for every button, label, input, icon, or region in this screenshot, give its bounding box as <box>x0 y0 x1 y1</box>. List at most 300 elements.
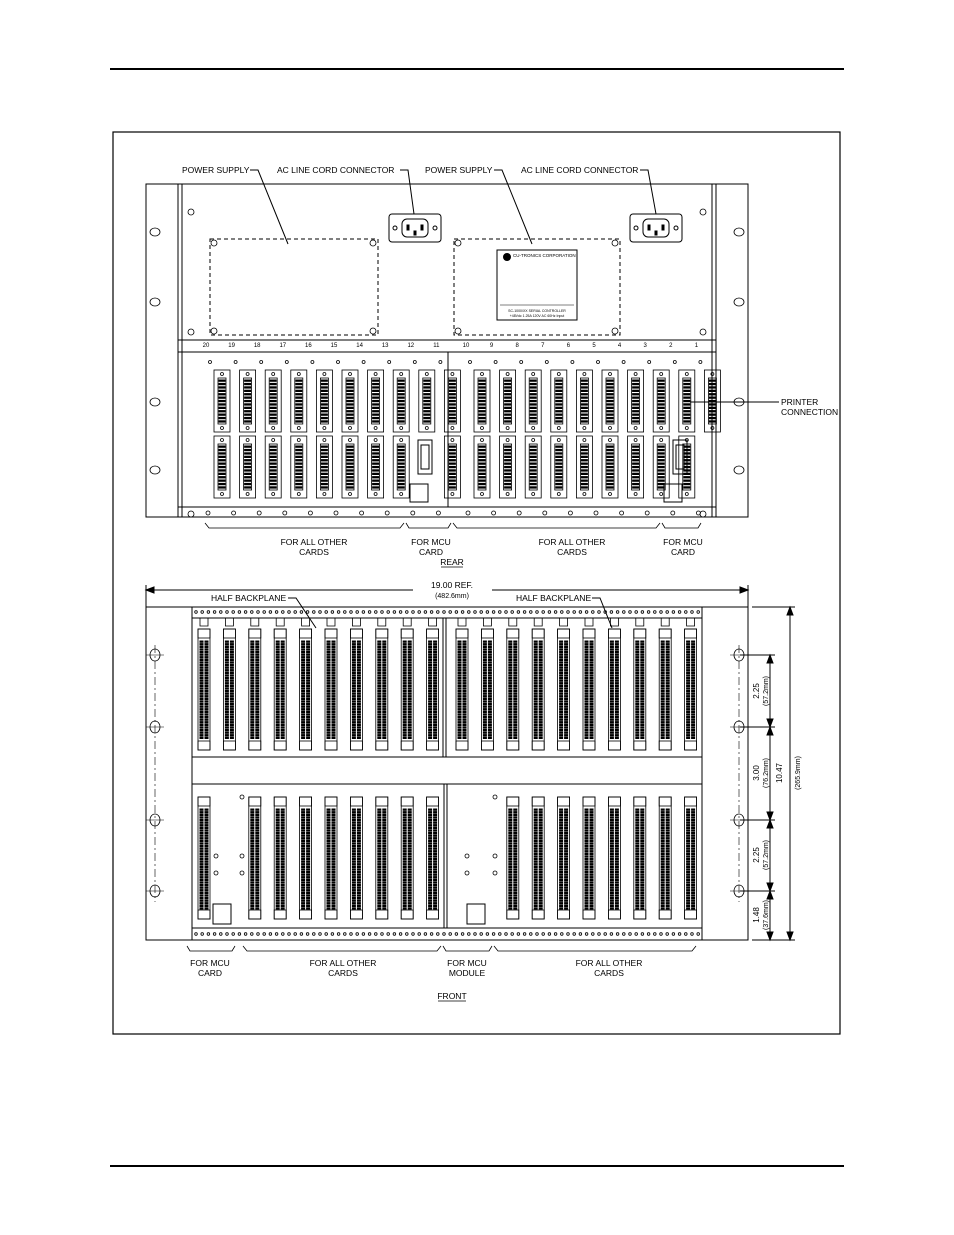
rail-dot <box>226 933 229 936</box>
db25-connector <box>444 436 460 498</box>
rail-dot <box>319 611 322 614</box>
screw-icon <box>337 361 340 364</box>
rail-dot <box>269 933 272 936</box>
rail-dot <box>623 933 626 936</box>
dim-2-value: 3.00 <box>752 765 761 781</box>
slot-number: 9 <box>489 343 494 349</box>
rail-dot <box>263 611 266 614</box>
nameplate-company: CU-TRONICS CORPORATION <box>513 253 576 258</box>
card-edge-connector <box>427 629 439 750</box>
rail-dot <box>263 933 266 936</box>
mounting-hole <box>150 398 160 406</box>
rail-dot <box>647 933 650 936</box>
rail-dot <box>685 611 688 614</box>
front-label-4b: CARDS <box>594 968 624 978</box>
db25-connector <box>419 370 435 432</box>
rail-dot <box>244 933 247 936</box>
screw-icon <box>520 361 523 364</box>
slot-number: 14 <box>356 343 363 349</box>
card-guide <box>378 618 386 626</box>
slot-number: 2 <box>669 343 673 349</box>
screw-icon <box>700 511 706 517</box>
screw-icon <box>700 329 706 335</box>
slot-number: 6 <box>566 343 571 349</box>
rail-dot <box>660 611 663 614</box>
rail-dot <box>554 933 557 936</box>
rail-dot <box>300 933 303 936</box>
rail-dot <box>505 933 508 936</box>
card-edge-connector <box>223 629 235 750</box>
rail-dot <box>468 933 471 936</box>
mcu-port-left <box>410 440 432 502</box>
rail-dot <box>368 611 371 614</box>
screw-icon <box>568 511 572 515</box>
rail-dot <box>604 933 607 936</box>
db25-connector <box>393 370 409 432</box>
card-edge-connector <box>274 797 286 919</box>
card-edge-connector <box>350 629 362 750</box>
rail-dot <box>678 611 681 614</box>
db25-connector <box>291 436 307 498</box>
rail-dot <box>697 933 700 936</box>
rail-dot <box>350 933 353 936</box>
rail-dot <box>554 611 557 614</box>
rail-dot <box>635 611 638 614</box>
rail-dot <box>505 611 508 614</box>
screw-icon <box>413 361 416 364</box>
db25-connector <box>602 436 618 498</box>
rear-view <box>146 170 779 517</box>
mcu-jack-left <box>213 904 231 924</box>
card-edge-connector <box>300 629 312 750</box>
mounting-hole <box>734 298 744 306</box>
rail-dot <box>579 611 582 614</box>
screw-icon <box>469 361 472 364</box>
db25-connector <box>474 436 490 498</box>
rail-dot <box>437 611 440 614</box>
width-dim-metric: (482.6mm) <box>435 593 469 600</box>
screw-icon <box>388 361 391 364</box>
spare-hole <box>240 854 244 858</box>
rail-dot <box>616 933 619 936</box>
db25-connector <box>240 370 256 432</box>
rail-dot <box>486 933 489 936</box>
rail-dot <box>406 933 409 936</box>
db25-connector <box>500 436 516 498</box>
rail-dot <box>238 933 241 936</box>
screw-icon <box>370 328 376 334</box>
dim-4-value: 1.48 <box>752 907 761 923</box>
callout-half-backplane-right: HALF BACKPLANE <box>516 593 592 603</box>
spare-hole <box>214 854 218 858</box>
rear-label-3a: FOR ALL OTHER <box>538 537 606 547</box>
rail-dot <box>300 611 303 614</box>
screw-icon <box>232 511 236 515</box>
screw-icon <box>211 240 217 246</box>
card-guide <box>276 618 284 626</box>
screw-icon <box>645 511 649 515</box>
screw-icon <box>311 361 314 364</box>
rail-dot <box>567 611 570 614</box>
rail-dot <box>672 933 675 936</box>
rail-dot <box>542 611 545 614</box>
db25-connector <box>602 370 618 432</box>
db25-connector <box>393 436 409 498</box>
db25-connector <box>628 436 644 498</box>
screw-icon <box>439 361 442 364</box>
callout-ac-line-left: AC LINE CORD CONNECTOR <box>277 165 395 175</box>
rail-dot <box>480 933 483 936</box>
screw-icon <box>612 328 618 334</box>
card-edge-connector <box>481 629 493 750</box>
rail-dot <box>282 933 285 936</box>
rail-dot <box>356 611 359 614</box>
db25-connector <box>500 370 516 432</box>
rail-dot <box>585 933 588 936</box>
card-edge-connector <box>507 629 519 750</box>
db25-connector <box>653 436 669 498</box>
ac-connector-left <box>389 214 441 242</box>
rail-dot <box>244 611 247 614</box>
dim-4-metric: (37.6mm) <box>763 900 770 930</box>
rail-dot <box>362 611 365 614</box>
rail-dot <box>406 611 409 614</box>
card-edge-connector <box>325 797 337 919</box>
screw-icon <box>211 328 217 334</box>
rail-dot <box>368 933 371 936</box>
rear-label-3b: CARDS <box>557 547 587 557</box>
db25-connector <box>342 370 358 432</box>
rear-label-2a: FOR MCU <box>411 537 451 547</box>
rail-dot <box>331 611 334 614</box>
slot-number: 11 <box>433 343 440 349</box>
rail-dot <box>548 933 551 936</box>
db25-connector <box>214 436 230 498</box>
rail-dot <box>387 611 390 614</box>
callout-ac-line-right: AC LINE CORD CONNECTOR <box>521 165 639 175</box>
rail-dot <box>567 933 570 936</box>
width-dim-value: 19.00 REF. <box>430 580 474 590</box>
spare-hole <box>240 871 244 875</box>
screw-icon <box>700 209 706 215</box>
mcu-jack-right <box>467 904 485 924</box>
spare-hole <box>465 854 469 858</box>
rail-dot <box>641 933 644 936</box>
db25-connector <box>474 370 490 432</box>
rear-label-1b: CARDS <box>299 547 329 557</box>
card-edge-connector <box>685 797 697 919</box>
rail-dot <box>530 933 533 936</box>
screw-icon <box>188 329 194 335</box>
card-edge-connector <box>249 797 261 919</box>
rail-dot <box>275 933 278 936</box>
rail-dot <box>375 611 378 614</box>
rail-dot <box>517 933 520 936</box>
screw-icon <box>308 511 312 515</box>
screw-icon <box>362 361 365 364</box>
rail-dot <box>393 933 396 936</box>
spare-hole <box>214 871 218 875</box>
rail-dot <box>387 933 390 936</box>
rail-dot <box>418 933 421 936</box>
card-guide <box>661 618 669 626</box>
screw-icon <box>648 361 651 364</box>
callout-power-supply-left: POWER SUPPLY <box>182 165 250 175</box>
rail-dot <box>468 611 471 614</box>
dim-2-metric: (76.2mm) <box>763 758 770 788</box>
rail-dot <box>585 611 588 614</box>
card-edge-connector <box>634 629 646 750</box>
rail-dot <box>678 933 681 936</box>
card-edge-connector <box>583 797 595 919</box>
card-edge-connector <box>507 797 519 919</box>
db25-connector <box>240 436 256 498</box>
screw-icon <box>594 511 598 515</box>
rail-dot <box>313 611 316 614</box>
rail-dot <box>629 933 632 936</box>
screw-icon <box>209 361 212 364</box>
rail-dot <box>424 611 427 614</box>
card-guide <box>327 618 335 626</box>
rail-dot <box>536 933 539 936</box>
card-edge-connector <box>558 797 570 919</box>
rail-dot <box>610 933 613 936</box>
rail-dot <box>238 611 241 614</box>
card-edge-connector <box>401 797 413 919</box>
rail-dot <box>455 933 458 936</box>
screw-icon <box>385 511 389 515</box>
rail-dot <box>251 611 254 614</box>
card-guide <box>687 618 695 626</box>
screw-icon <box>494 361 497 364</box>
rail-dot <box>282 611 285 614</box>
rail-dot <box>561 933 564 936</box>
rail-dot <box>697 611 700 614</box>
rail-dot <box>492 611 495 614</box>
rail-dot <box>356 933 359 936</box>
rail-dot <box>461 611 464 614</box>
card-edge-connector <box>376 629 388 750</box>
rail-dot <box>195 933 198 936</box>
card-guide <box>200 618 208 626</box>
rail-dot <box>331 933 334 936</box>
screw-icon <box>622 361 625 364</box>
rail-dot <box>313 933 316 936</box>
front-label-1b: CARD <box>197 968 223 978</box>
db25-connector <box>291 370 307 432</box>
screw-icon <box>466 511 470 515</box>
card-guide <box>610 618 618 626</box>
rail-dot <box>542 933 545 936</box>
mounting-hole <box>150 298 160 306</box>
slot-number: 3 <box>643 343 647 349</box>
front-view <box>146 585 795 940</box>
rail-dot <box>393 611 396 614</box>
card-guide <box>534 618 542 626</box>
rail-dot <box>579 933 582 936</box>
screw-icon <box>285 361 288 364</box>
rail-dot <box>691 611 694 614</box>
db25-connector <box>628 370 644 432</box>
card-guide <box>560 618 568 626</box>
rail-dot <box>573 933 576 936</box>
rail-dot <box>201 611 204 614</box>
screw-icon <box>597 361 600 364</box>
slot-number: 8 <box>515 343 519 349</box>
rail-dot <box>344 611 347 614</box>
card-edge-connector <box>608 797 620 919</box>
card-guide <box>636 618 644 626</box>
rail-dot <box>319 933 322 936</box>
rail-dot <box>486 611 489 614</box>
rail-dot <box>430 611 433 614</box>
spare-hole <box>493 871 497 875</box>
rail-dot <box>207 611 210 614</box>
spare-hole <box>240 795 244 799</box>
card-guide <box>509 618 517 626</box>
screw-icon <box>545 361 548 364</box>
card-edge-connector <box>608 629 620 750</box>
rail-dot <box>399 933 402 936</box>
rail-dot <box>474 611 477 614</box>
rail-dot <box>548 611 551 614</box>
card-edge-connector <box>532 629 544 750</box>
screw-icon <box>436 511 440 515</box>
rail-dot <box>325 933 328 936</box>
mounting-hole <box>734 466 744 474</box>
db25-connector <box>342 436 358 498</box>
front-label-2a: FOR ALL OTHER <box>309 958 377 968</box>
front-label-3a: FOR MCU <box>447 958 487 968</box>
card-guide <box>429 618 437 626</box>
db25-connector <box>265 436 281 498</box>
card-edge-connector <box>376 797 388 919</box>
db25-connector <box>444 370 460 432</box>
db25-connector <box>525 436 541 498</box>
rail-dot <box>517 611 520 614</box>
rail-dot <box>523 611 526 614</box>
db25-connector <box>576 370 592 432</box>
rail-dot <box>437 933 440 936</box>
spare-hole <box>465 871 469 875</box>
rail-dot <box>412 611 415 614</box>
rail-dot <box>461 933 464 936</box>
screw-icon <box>360 511 364 515</box>
overall-height-metric: (265.9mm) <box>795 756 802 790</box>
rail-dot <box>616 611 619 614</box>
rail-dot <box>232 611 235 614</box>
rail-dot <box>598 933 601 936</box>
slot-number: 4 <box>617 343 622 349</box>
rail-dot <box>294 611 297 614</box>
dim-3-value: 2.25 <box>752 847 761 863</box>
rail-dot <box>530 611 533 614</box>
rear-label-4a: FOR MCU <box>663 537 703 547</box>
rail-dot <box>195 611 198 614</box>
rail-dot <box>399 611 402 614</box>
db25-connector <box>368 436 384 498</box>
rail-dot <box>598 611 601 614</box>
card-guide <box>403 618 411 626</box>
screw-icon <box>699 361 702 364</box>
rear-mounting-holes <box>150 228 744 474</box>
slot-number: 18 <box>253 343 261 349</box>
screw-icon <box>206 511 210 515</box>
rail-dot <box>325 611 328 614</box>
rail-dot <box>474 933 477 936</box>
db25-connector <box>576 436 592 498</box>
slot-number: 15 <box>330 343 338 349</box>
rail-dot <box>306 933 309 936</box>
card-edge-connector <box>659 797 671 919</box>
rail-dot <box>201 933 204 936</box>
rail-dot <box>654 611 657 614</box>
rail-dot <box>573 611 576 614</box>
rail-dot <box>344 933 347 936</box>
ac-connector-right <box>630 214 682 242</box>
rail-dot <box>381 611 384 614</box>
slot-number: 12 <box>407 343 415 349</box>
rail-dot <box>424 933 427 936</box>
db25-connector <box>551 436 567 498</box>
card-edge-connector <box>274 629 286 750</box>
rail-dot <box>306 611 309 614</box>
rail-dot <box>666 611 669 614</box>
dim-1-metric: (57.2mm) <box>763 676 770 706</box>
rail-dot <box>635 933 638 936</box>
rail-dot <box>511 933 514 936</box>
db25-connector <box>679 370 695 432</box>
rear-view-label: REAR <box>440 557 464 567</box>
front-label-4a: FOR ALL OTHER <box>575 958 643 968</box>
spare-hole <box>493 854 497 858</box>
rail-dot <box>269 611 272 614</box>
rail-dot <box>251 933 254 936</box>
rail-dot <box>691 933 694 936</box>
rear-slot-numbers <box>203 343 699 349</box>
rail-dot <box>232 933 235 936</box>
screw-icon <box>370 240 376 246</box>
rear-panel-screws <box>188 209 706 517</box>
rail-dot <box>220 611 223 614</box>
nameplate-spec: +48Vdc 1.25A 120V AC 60Hz Input <box>509 314 565 318</box>
screw-icon <box>260 361 263 364</box>
rail-dot <box>449 933 452 936</box>
rail-dot <box>257 933 260 936</box>
screw-icon <box>283 511 287 515</box>
mounting-hole <box>734 228 744 236</box>
rail-dot <box>294 933 297 936</box>
rail-dot <box>499 611 502 614</box>
front-label-2b: CARDS <box>328 968 358 978</box>
card-guide <box>352 618 360 626</box>
rail-dot <box>523 933 526 936</box>
rail-dot <box>337 611 340 614</box>
card-edge-connector <box>249 629 261 750</box>
rail-dot <box>412 933 415 936</box>
screw-icon <box>517 511 521 515</box>
card-edge-connector <box>401 629 413 750</box>
rail-dot <box>480 611 483 614</box>
rail-dot <box>207 933 210 936</box>
rail-dot <box>375 933 378 936</box>
dim-3-metric: (57.2mm) <box>763 840 770 870</box>
slot-number: 10 <box>462 343 470 349</box>
slot-number: 20 <box>202 343 210 349</box>
screw-icon <box>334 511 338 515</box>
rail-dot <box>275 611 278 614</box>
card-edge-connector <box>198 797 210 919</box>
